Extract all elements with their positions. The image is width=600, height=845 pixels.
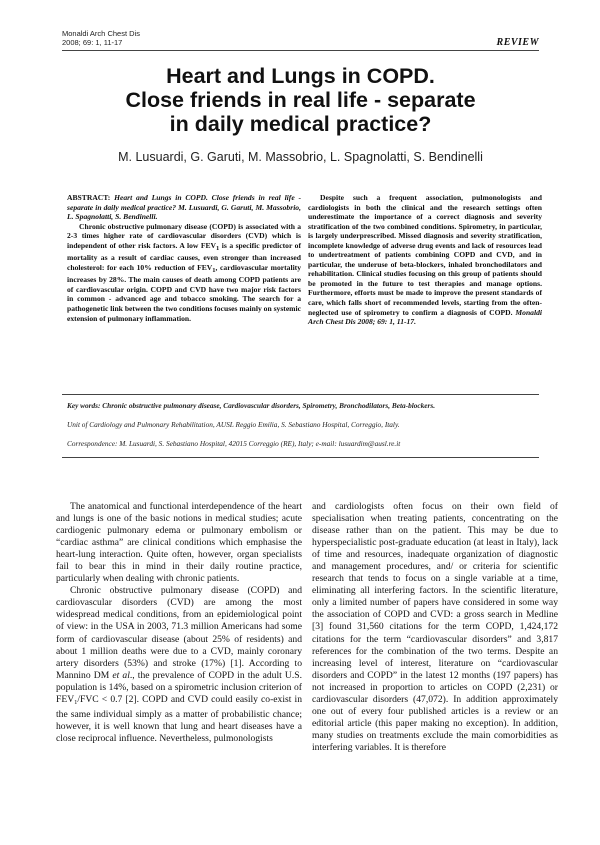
section-label: REVIEW <box>496 37 539 48</box>
abstract-paragraph-1: Chronic obstructive pulmonary disease (COPD) is associated with a 2-3 times higher rate of cardiovascular disorders (CVD) which is independent of other risk factors. A low FEV1 is a specific predictor of mortality as a result of cardiac causes, even stronger than increased cholesterol: for each 10% reduction of FEV1, cardiovascular mortality increases by 28%. The main causes of death among COPD patients are of cardiovascular origin. COPD and CVD have two major risk factors in common - advanced age and tobacco smoking. The search for a pathogenetic link between the two conditions focuses mainly on systemic extension of pulmonary inflammation. <box>67 221 302 323</box>
body-column-right <box>312 501 558 754</box>
body-paragraph-2: Chronic obstructive pulmonary disease (COPD) and cardiovascular disorders (CVD) are among the most widespread medical conditions, from an epidemiological point of view: in the USA in 2003, 71.3 million Americans had some form of cardiovascular disease (about 25% of residents) and about 1 million deaths were due to a CVD, mainly coronary artery disorders (53%) and stroke (17%) [1]. According to Mannino DM et al., the prevalence of COPD in the adult U.S. population is 14%, based on a spirometric inclusion criterion of $FEV_1$/FVC < 0.7 [2]. COPD and CVD could easily co-exist in the same individual simply as a matter of probabilistic chance; however, it is well known that lung and heart diseases have a close reciprocal influence. Nevertheless, pulmonologists <box>56 585 302 744</box>
journal-citation <box>62 29 140 47</box>
abstract-column-right <box>308 193 542 327</box>
title-line-1: Heart and Lungs in COPD. <box>166 64 435 88</box>
body-paragraph-3: and cardiologists often focus on their own field of specialisation when treating patients, concentrating on the disease rather than on the patient. This may be due to hyperspecialistic post-graduate education (at least in Italy), lack of time and resources, inadequate organization of diagnostic and management procedures, and/ or criteria for scientific research that tends to focus on a single variable at a time, eliminating all interfering factors. In the scientific literature, only a limited number of papers have considered in some way the association of COPD and CVD: a gross search in Medline [3] found 31,560 citations for the term COPD, 1,424,172 citations for the term “cardiovascular disorders” and 3,817 references for the combination of the two terms. Despite an increasing level of interest, literature on “cardiovascular disorders and COPD” in the latest 12 months (197 papers) has not increased in proportion to articles on COPD (2,231) or cardiovascular disorders (47,072). In addition approximately one out of every four published articles is a review or an editorial article (this paper making no exception). In addition, many studies on treatments exclude the main comorbidities as interfering variables. It is therefore <box>312 501 558 753</box>
meta-divider <box>62 457 539 458</box>
journal-name: Monaldi Arch Chest Dis <box>62 29 140 38</box>
abstract-citation: Heart and Lungs in COPD. Close friends in real life - separate in daily medical practice? M. Lusuardi, G. Garuti, M. Massobrio, L. Spagnolatti, S. Bendinelli. <box>67 193 301 222</box>
correspondence: Correspondence: M. Lusuardi, S. Sebastiano Hospital, 42015 Correggio (RE), Italy; e-mail: lusuardim@ausl.re.it <box>67 439 401 448</box>
abstract-column-left <box>67 193 301 323</box>
abstract-label: ABSTRACT: <box>67 193 111 202</box>
body-column-left <box>56 501 302 745</box>
title-line-3: in daily medical practice? <box>169 112 432 136</box>
header-divider <box>62 50 539 51</box>
affiliation: Unit of Cardiology and Pulmonary Rehabilitation, AUSL Reggio Emilia, S. Sebastiano Hospital, Correggio, Italy. <box>67 420 400 429</box>
body-paragraph-1: The anatomical and functional interdependence of the heart and lungs is one of the basic notions in medical studies; acute cardiogenic pulmonary edema or pulmonary embolism or “cardiac asthma” are clinical conditions which emphasise the heart-lung interaction. Quite often, however, organ specialists fail to bear this in mind in their daily routine practice, particularly when dealing with chronic patients. <box>56 501 302 585</box>
keywords: Key words: Chronic obstructive pulmonary disease, Cardiovascular disorders, Spirometry, Bronchodilators, Beta-blockers. <box>67 401 436 410</box>
title-line-2: Close friends in real life - separate <box>125 88 476 112</box>
abstract-paragraph-2: Despite such a frequent association, pulmonologists and cardiologists in both the clinical and the research settings often underestimate the importance of a correct diagnosis and severity stratification of the two combined conditions. Spirometry, in particular, is largely underprescribed. Missed diagnosis and severity stratification, incomplete knowledge of adverse drug events and lack of resources lead to undertreatment of patients combining COPD and CVD, and in particular, the underuse of beta-blockers, inhaled bronchodilators and rehabilitation. Clinical studies focusing on this group of patients should be promoted in the future to test therapies and manage options. Furthermore, efforts must be made to improve the present standards of care, which falls short of recommended levels, starting from the often-neglected use of spirometry to confirm a diagnosis of COPD. Monaldi Arch Chest Dis 2008; 69: 1, 11-17. <box>308 193 542 327</box>
author-list: M. Lusuardi, G. Garuti, M. Massobrio, L. Spagnolatti, S. Bendinelli <box>118 150 483 164</box>
abstract-divider <box>62 394 539 395</box>
abstract-reference: Monaldi Arch Chest Dis 2008; 69: 1, 11-17. <box>308 307 542 327</box>
abstract-heading <box>67 193 301 222</box>
article-title <box>62 64 539 136</box>
journal-volume: 2008; 69: 1, 11-17 <box>62 38 123 47</box>
